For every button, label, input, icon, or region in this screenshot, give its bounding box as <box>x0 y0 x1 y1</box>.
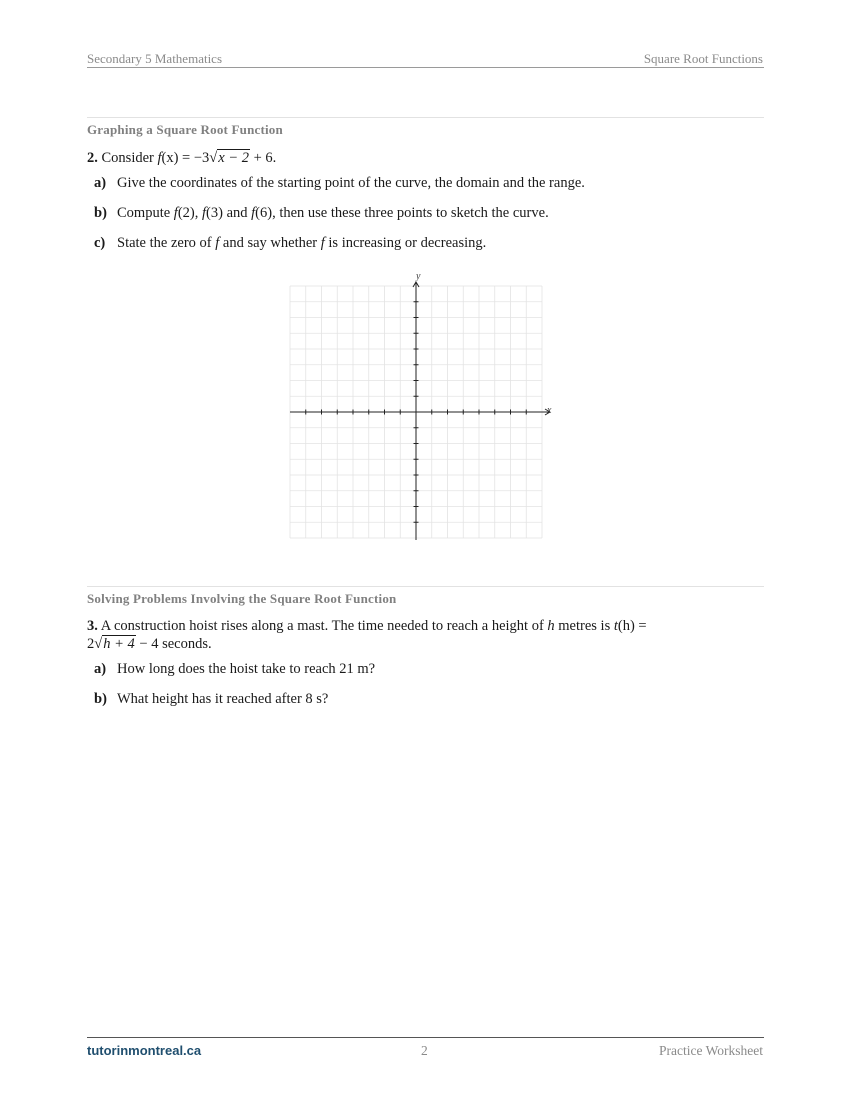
axes <box>290 282 550 540</box>
header-topic: Square Root Functions <box>643 51 763 66</box>
section-title: Graphing a Square Root Function <box>87 122 283 137</box>
page-number: 2 <box>421 1043 428 1058</box>
radicand: x − 2 <box>218 150 249 166</box>
question-intro: Consider <box>101 150 154 166</box>
footer-website: tutorinmontreal.ca <box>87 1043 202 1058</box>
section-title: Solving Problems Involving the Square Root Function <box>87 591 397 606</box>
question-2-statement: 2. Consider f(x) = −3√x − 2 + 6. <box>87 150 277 166</box>
question-2-part-a: a) Give the coordinates of the starting point of the curve, the domain and the range. <box>94 175 585 191</box>
footer-divider <box>87 1037 764 1038</box>
question-3-part-b: b) What height has it reached after 8 s? <box>94 691 329 707</box>
question-3-part-a: a) How long does the hoist take to reach 21 m? <box>94 661 376 677</box>
question-number: 2. <box>87 150 98 166</box>
y-axis-label: y <box>416 271 421 282</box>
question-3-statement: 3. A construction hoist rises along a mast. The time needed to reach a height of h metres is t(h) = 2√h + 4 − 4 seconds. <box>87 618 647 652</box>
footer-label: Practice Worksheet <box>659 1043 763 1058</box>
section-divider <box>87 117 764 118</box>
function-name: f <box>157 150 162 166</box>
section-divider <box>87 586 764 587</box>
equation-left: (x) = −3 <box>161 150 210 166</box>
question-2-part-b: b) Compute f(2), f(3) and f(6), then use these three points to sketch the curve. <box>94 205 549 221</box>
x-axis-label: x <box>547 405 552 416</box>
question-2-part-c: c) State the zero of f and say whether f is increasing or decreasing. <box>94 235 487 251</box>
equation-right: + 6. <box>249 150 277 166</box>
header-course: Secondary 5 Mathematics <box>87 51 223 66</box>
coordinate-grid <box>280 268 570 548</box>
header-divider <box>87 67 764 68</box>
